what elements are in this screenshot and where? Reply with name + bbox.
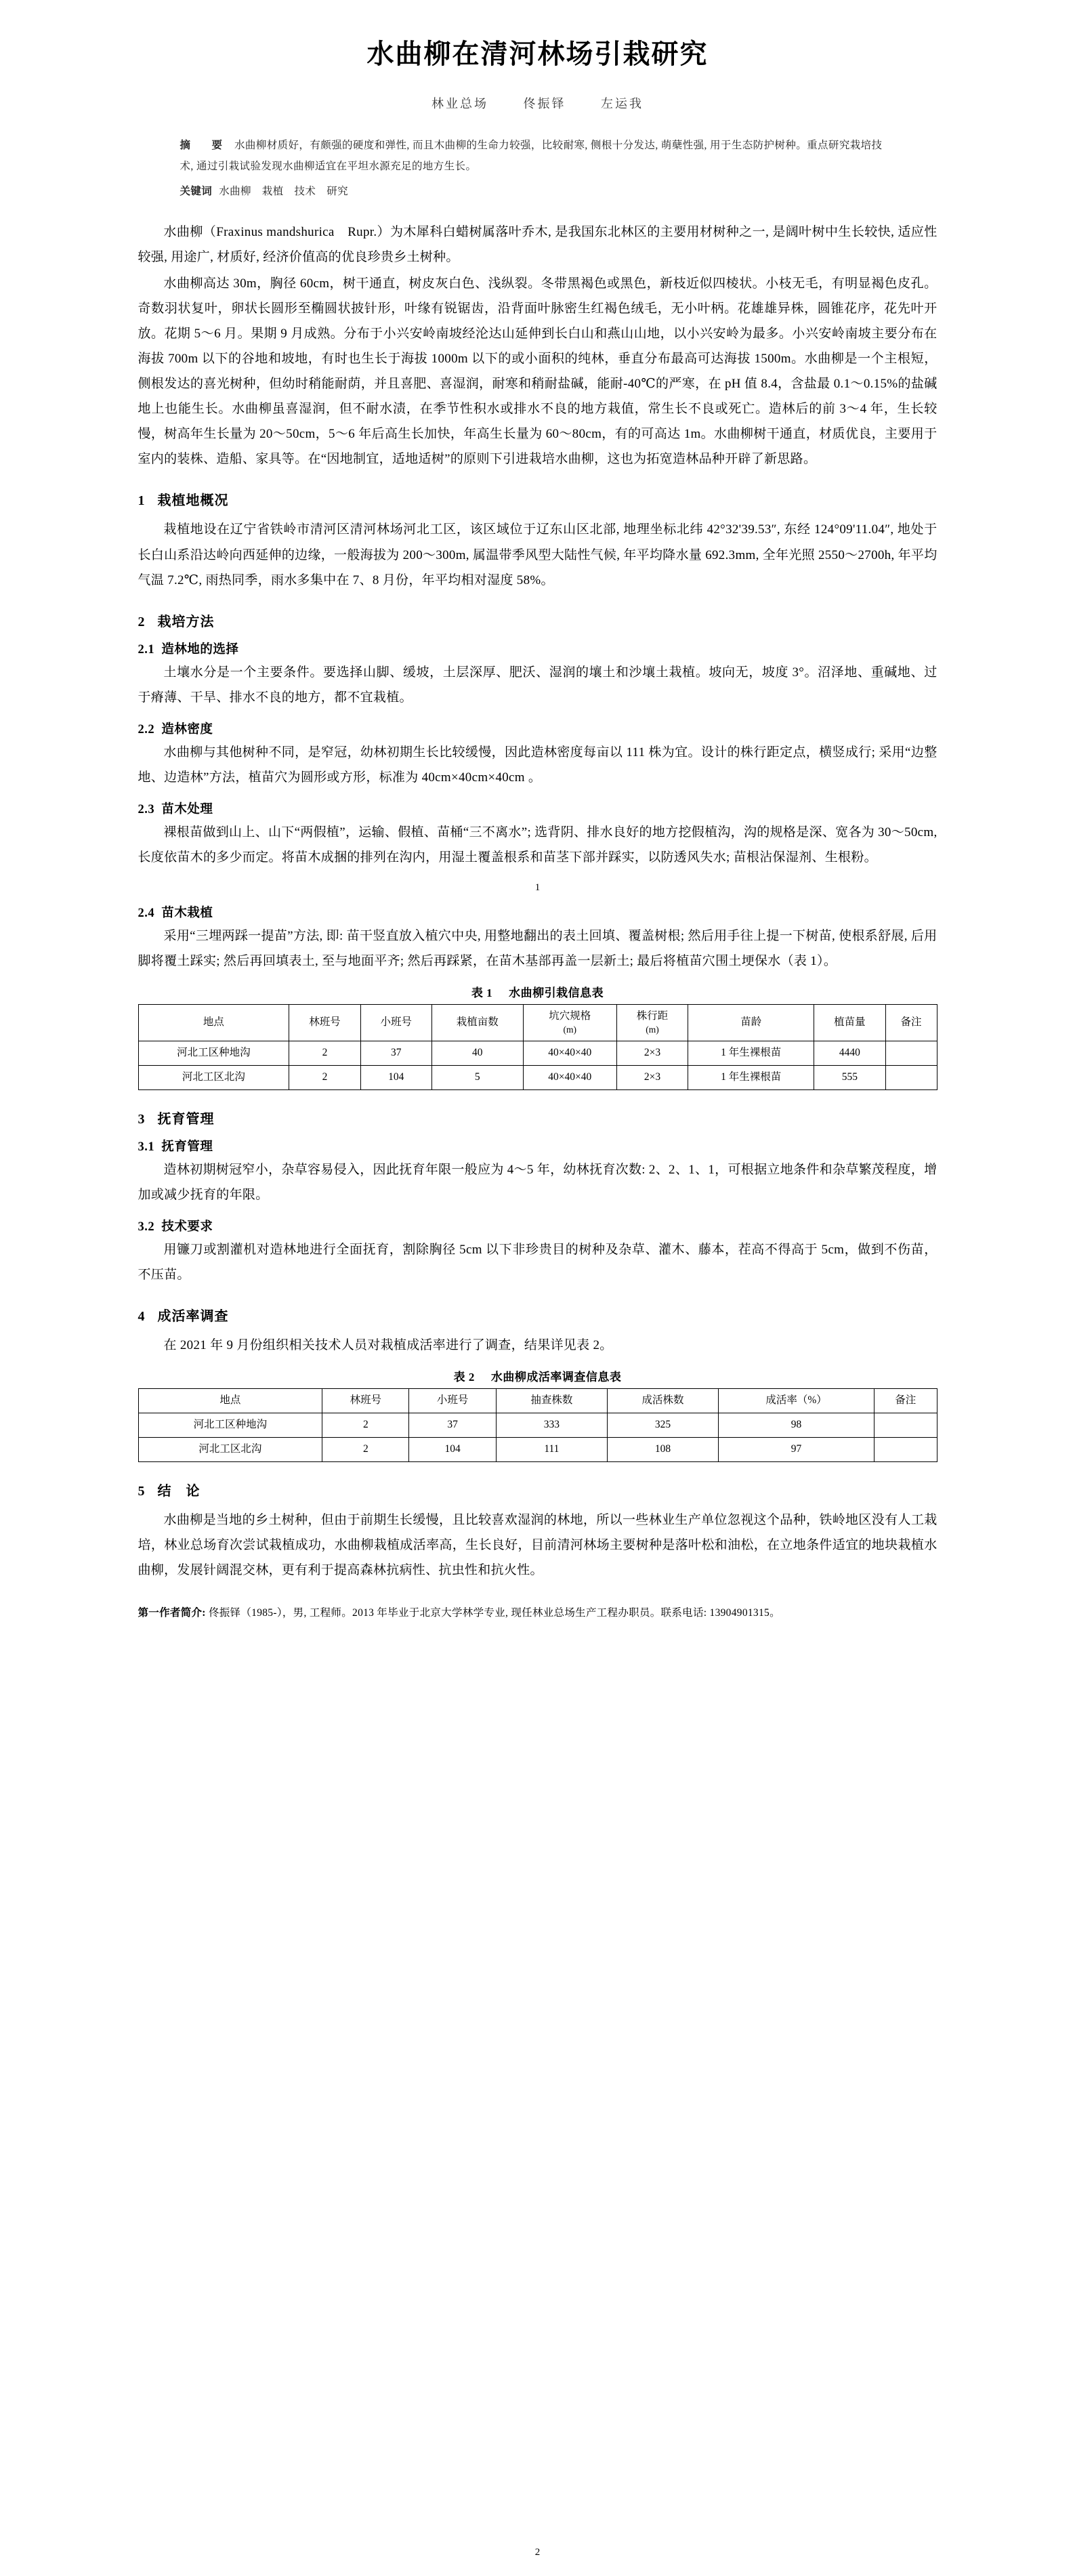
table-1-cell: 555 [814, 1066, 885, 1090]
table-2-cell: 104 [409, 1438, 496, 1462]
table-1-cell: 2 [289, 1066, 360, 1090]
table-2-cell: 111 [496, 1438, 607, 1462]
table-2-title: 水曲柳成活率调查信息表 [490, 1371, 622, 1384]
subsection-heading-2-1 [138, 640, 937, 657]
table-1-col-8 [885, 1004, 937, 1041]
subsection-heading-2-3 [138, 799, 937, 817]
table-1-cell: 2×3 [616, 1066, 688, 1090]
table-2-cell: 333 [496, 1413, 607, 1438]
table-2-header-row [138, 1389, 937, 1413]
table-2-col-3: 抽查株数 [496, 1389, 607, 1413]
subsection-heading-2-2 [138, 720, 937, 737]
table-1-cell: 2×3 [616, 1041, 688, 1066]
page-title: 水曲柳在清河林场引栽研究 [366, 39, 709, 69]
table-1-col-3 [431, 1004, 523, 1041]
section-heading-3 [138, 1108, 937, 1127]
table-1-col-4 [523, 1004, 616, 1041]
section-title-2: 栽培方法 [157, 614, 215, 629]
table-2-cell: 108 [607, 1438, 718, 1462]
table-row [138, 1413, 937, 1438]
table-1-caption [138, 983, 937, 1000]
table-2-cell: 2 [322, 1413, 409, 1438]
table-1-cell: 4440 [814, 1041, 885, 1066]
subsection-2-2-paragraph: 水曲柳与其他树种不同，是窄冠，幼林初期生长比较缓慢，因此造林密度每亩以 111 株为宜。设计的株行距定点，横竖成行; 采用“边整地、边造林”方法，植苗穴为圆形或方形，标准为 40cm×40cm×40cm 。 [138, 745, 937, 785]
table-1-col-1 [289, 1004, 360, 1041]
table-2-cell: 河北工区种地沟 [138, 1413, 322, 1438]
table-1-cell: 40×40×40 [523, 1066, 616, 1090]
abstract-label: 摘 要 [180, 140, 228, 151]
author-bio-label: 第一作者简介: [138, 1607, 206, 1619]
abstract-text: 水曲柳材质好，有颇强的硬度和弹性, 而且木曲柳的生命力较强，比较耐寒, 侧根十分发达, 萌蘖性强, 用于生态防护树种。重点研究栽培技术, 通过引栽试验发现水曲柳适宜在平坦水源充足的地方生长。 [180, 140, 883, 172]
subsection-number-2-4: 2.4 [138, 906, 155, 920]
table-2-cell: 河北工区北沟 [138, 1438, 322, 1462]
author-bio-text: 佟振铎（1985-），男, 工程师。2013 年毕业于北京大学林学专业, 现任林业总场生产工程办职员。联系电话: 13904901315。 [208, 1607, 780, 1619]
table-1-cell: 河北工区北沟 [138, 1066, 289, 1090]
keywords-label: 关键词 [180, 186, 213, 197]
section-5-paragraph: 水曲柳是当地的乡土树种，但由于前期生长缓慢，且比较喜欢湿润的林地，所以一些林业生产单位忽视这个品种，铁岭地区没有人工栽培，林业总场育次尝试栽植成功，水曲柳栽植成活率高，生长良好，目前清河林场主要树种是落叶松和油松，在立地条件适宜的地块栽植水曲柳，发展针阔混交林，更有利于提高森林抗病性、抗虫性和抗火性。 [138, 1512, 937, 1578]
author-2: 左运我 [601, 97, 644, 110]
section-title-3: 抚育管理 [157, 1111, 215, 1127]
table-1-col-7-label: 植苗量 [834, 1016, 866, 1029]
subsection-title-3-2: 技术要求 [161, 1220, 213, 1234]
intro-paragraph-2: 水曲柳高达 30m，胸径 60cm，树干通直，树皮灰白色、浅纵裂。冬带黑褐色或黑色，新枝近似四棱状。小枝无毛，有明显褐色皮孔。奇数羽状复叶，卵状长圆形至椭圆状披针形，叶缘有锐锯齿，沿背面叶脉密生红褐色绒毛，无小叶柄。花雄雄异株，圆锥花序，花先叶开放。花期 5～6 月。果期 9 月成熟。分布于小兴安岭南坡经沦达山延伸到长白山和燕山山地，以小兴安岭为最多。小兴安岭南坡主要分布在海拔 700m 以下的谷地和坡地，有时也生长于海拔 1000m 以下的或小面积的纯林，垂直分布最高可达海拔 1500m。水曲柳是一个主根短，侧根发达的喜光树种，但幼时稍能耐荫，并且喜肥、喜湿润，耐寒和稍耐盐碱，能耐-40℃的严寒，在 pH 值 8.4，含盐最 0.1～0.15%的盐碱地上也能生长。水曲柳虽喜湿润，但不耐水渍，在季节性积水或排水不良的地方栽值，常生长不良或死亡。造林后的前 3～4 年，生长较慢，树高年生长量为 20～50cm，5～6 年后高生长加快，年高生长量为 60～80cm，有的可高达 1m。水曲柳树干通直，材质优良，主要用于室内的装株、造船、家具等。在“因地制宜，适地适树”的原则下引进栽培水曲柳，这也为拓宽造林品种开辟了新思路。 [138, 276, 937, 467]
table-2-col-4: 成活株数 [607, 1389, 718, 1413]
section-number-5: 5 [138, 1483, 146, 1499]
table-1-col-5-label: 株行距 [636, 1010, 669, 1022]
subsection-3-1-paragraph: 造林初期树冠窄小，杂草容易侵入，因此抚育年限一般应为 4～5 年，幼林抚育次数: 2、2、1、1，可根据立地条件和杂草繁茂程度，增加或减少抚育的年限。 [138, 1162, 937, 1203]
section-1-paragraph: 栽植地设在辽宁省铁岭市清河区清河林场河北工区，该区域位于辽东山区北部, 地理坐标北纬 42°32'39.53″, 东经 124°09'11.04″, 地处于长白山系沿达岭向西延伸的边缘，一般海拔为 200～300m, 属温带季风型大陆性气候, 年平均降水量 692.3mm, 全年光照 2550～2700h, 年平均气温 7.2℃, 雨热同季，雨水多集中在 7、8 月份，年平均相对湿度 58%。 [138, 522, 937, 587]
table-1-col-1-label: 林班号 [309, 1016, 341, 1029]
table-1-cell: 河北工区种地沟 [138, 1041, 289, 1066]
intro-paragraph-1: 水曲柳（Fraxinus mandshurica Rupr.）为木犀科白蜡树属落叶乔木, 是我国东北林区的主要用材树种之一, 是阔叶树中生长较快, 适应性较强, 用途广, 材质好, 经济价值高的优良珍贵乡土树种。 [138, 225, 937, 265]
subsection-title-3-1: 抚育管理 [161, 1140, 213, 1154]
section-number-3: 3 [138, 1111, 146, 1127]
table-1-cell: 1 年生裸根苗 [688, 1041, 814, 1066]
table-2-cell: 2 [322, 1438, 409, 1462]
table-1-cell: 104 [360, 1066, 431, 1090]
table-row [138, 1438, 937, 1462]
table-2-cell [874, 1413, 937, 1438]
subsection-heading-3-1 [138, 1137, 937, 1155]
subsection-number-2-2: 2.2 [138, 722, 155, 736]
table-1-col-4-label: 坑穴规格 [549, 1010, 591, 1022]
table-2-col-0: 地点 [138, 1389, 322, 1413]
author-affiliation: 林业总场 [431, 97, 488, 110]
page-number-mid: 1 [534, 881, 541, 893]
table-2-col-6: 备注 [874, 1389, 937, 1413]
table-2-cell [874, 1438, 937, 1462]
section-number-4: 4 [138, 1309, 146, 1325]
table-2-number: 表 2 [453, 1371, 475, 1384]
table-2-cell: 97 [719, 1438, 874, 1462]
table-1-cell: 5 [431, 1066, 523, 1090]
abstract [180, 135, 895, 177]
subsection-title-2-4: 苗木栽植 [161, 906, 213, 920]
section-title-4: 成活率调查 [157, 1309, 229, 1325]
page-content [138, 0, 937, 1623]
table-1-number: 表 1 [471, 986, 493, 999]
section-title-5: 结 论 [157, 1483, 201, 1499]
section-heading-5 [138, 1480, 937, 1499]
table-1-cell: 2 [289, 1041, 360, 1066]
keywords [180, 181, 895, 202]
table-2-cell: 98 [719, 1413, 874, 1438]
table-2-col-1: 林班号 [322, 1389, 409, 1413]
author-1: 佟振铎 [523, 97, 566, 110]
subsection-2-3-paragraph: 裸根苗做到山上、山下“两假植”，运输、假植、苗桶“三不离水”; 选背阴、排水良好的地方挖假植沟，沟的规格是深、宽各为 30～50cm, 长度依苗木的多少而定。将苗木成捆的排列在沟内，用湿土覆盖根系和苗茎下部并踩实，以防透风失水; 苗根沾保湿剂、生根粉。 [138, 825, 937, 865]
subsection-2-4-paragraph: 采用“三埋两踩一提苗”方法, 即: 苗干竖直放入植穴中央, 用整地翻出的表土回填、覆盖树根; 然后用手往上提一下树苗, 使根系舒展, 后用脚将覆土踩实; 然后再回填表土, 至与地面平齐; 然后再踩紧，在苗木基部再盖一层新土; 最后将植苗穴围土埂保水（表 1）。 [138, 928, 937, 968]
table-1-col-3-label: 栽植亩数 [456, 1016, 499, 1029]
table-1-col-5-unit: (m) [646, 1024, 659, 1035]
section-heading-1 [138, 489, 937, 509]
table-2-col-5: 成活率（%） [719, 1389, 874, 1413]
subsection-number-2-3: 2.3 [138, 802, 155, 816]
page-number-bottom: 2 [534, 2547, 541, 2558]
table-2-cell: 325 [607, 1413, 718, 1438]
subsection-2-1-paragraph: 土壤水分是一个主要条件。要选择山脚、缓坡，土层深厚、肥沃、湿润的壤土和沙壤土栽植。坡向无，坡度 3°。沼泽地、重碱地、过于瘠薄、干旱、排水不良的地方，都不宜栽植。 [138, 665, 937, 705]
author-bio [138, 1603, 937, 1623]
section-number-2: 2 [138, 614, 146, 629]
subsection-heading-3-2 [138, 1217, 937, 1234]
table-2-caption [138, 1367, 937, 1384]
table-1-header-row [138, 1004, 937, 1041]
section-heading-2 [138, 610, 937, 630]
table-1-cell: 40×40×40 [523, 1041, 616, 1066]
table-2-cell: 37 [409, 1413, 496, 1438]
table-1-col-2 [360, 1004, 431, 1041]
table-1-col-0 [138, 1004, 289, 1041]
table-1-cell: 1 年生裸根苗 [688, 1066, 814, 1090]
subsection-3-2-paragraph: 用镰刀或割灌机对造林地进行全面抚育，割除胸径 5cm 以下非珍贵目的树种及杂草、灌木、藤本，茬高不得高于 5cm，做到不伤苗，不压苗。 [138, 1243, 937, 1283]
table-1-col-4-unit: (m) [563, 1024, 576, 1035]
subsection-heading-2-4 [138, 903, 937, 921]
table-1-cell: 40 [431, 1041, 523, 1066]
table-1-col-7 [814, 1004, 885, 1041]
table-1-col-5 [616, 1004, 688, 1041]
table-2-col-2: 小班号 [409, 1389, 496, 1413]
subsection-number-2-1: 2.1 [138, 642, 155, 657]
table-1-cell [885, 1041, 937, 1066]
table-1-col-6 [688, 1004, 814, 1041]
subsection-number-3-2: 3.2 [138, 1220, 155, 1234]
section-4-paragraph: 在 2021 年 9 月份组织相关技术人员对栽植成活率进行了调查，结果详见表 2。 [163, 1338, 613, 1353]
table-1-col-2-label: 小班号 [380, 1016, 412, 1029]
section-heading-4 [138, 1305, 937, 1325]
subsection-title-2-1: 造林地的选择 [161, 642, 239, 657]
table-1-col-8-label: 备注 [900, 1016, 922, 1029]
table-1-col-0-label: 地点 [203, 1016, 224, 1029]
table-2 [138, 1388, 937, 1462]
subsection-title-2-3: 苗木处理 [161, 802, 213, 816]
section-title-1: 栽植地概况 [157, 493, 229, 509]
author-line [138, 94, 937, 112]
table-row [138, 1041, 937, 1066]
subsection-number-3-1: 3.1 [138, 1140, 155, 1154]
subsection-title-2-2: 造林密度 [161, 722, 213, 736]
table-1-cell: 37 [360, 1041, 431, 1066]
table-1 [138, 1004, 937, 1090]
table-1-col-6-label: 苗龄 [740, 1016, 762, 1029]
table-1-cell [885, 1066, 937, 1090]
table-1-title: 水曲柳引栽信息表 [509, 986, 604, 999]
section-number-1: 1 [138, 493, 146, 509]
table-row [138, 1066, 937, 1090]
keywords-text: 水曲柳 栽植 技术 研究 [219, 186, 349, 197]
